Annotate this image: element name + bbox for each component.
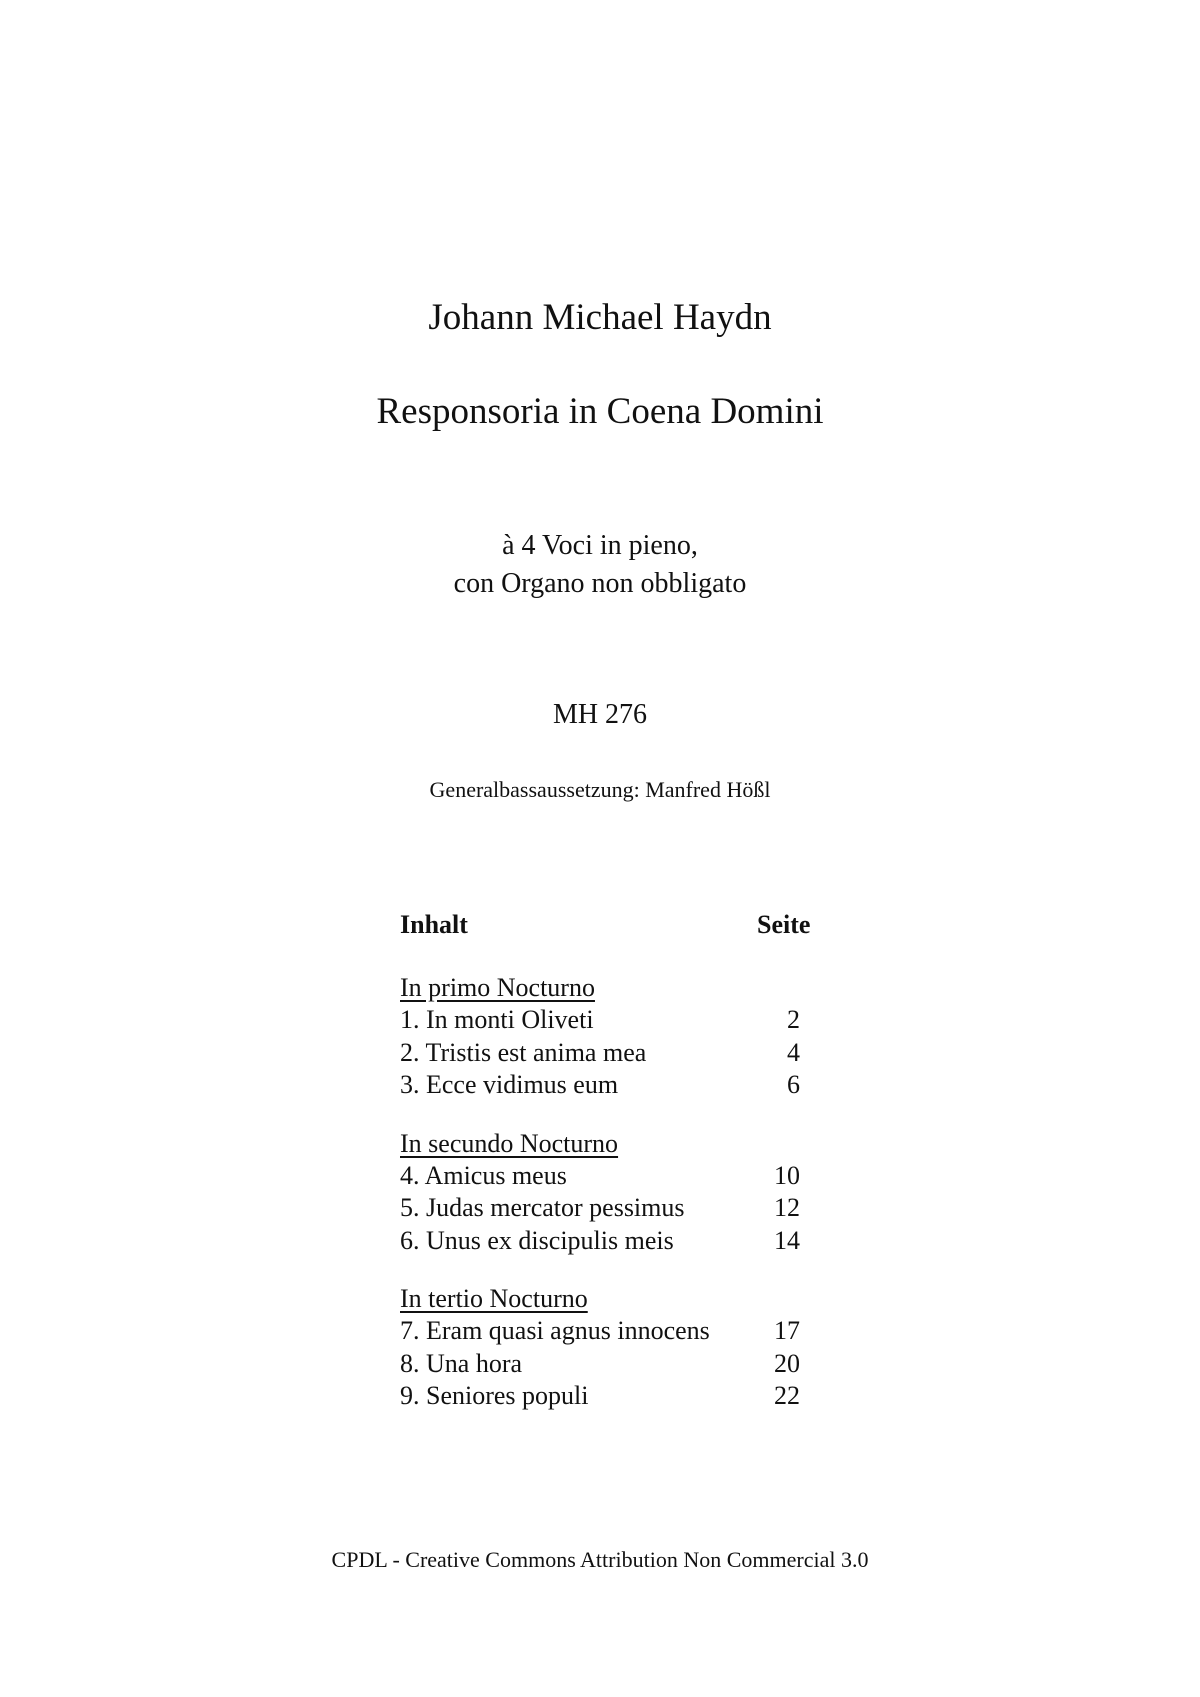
entry-title: 1. In monti Oliveti: [400, 1005, 594, 1034]
toc-entry: [400, 1069, 830, 1102]
license-footer: CPDL - Creative Commons Attribution Non Commercial 3.0: [331, 1547, 869, 1572]
entry-page: 4: [787, 1037, 800, 1067]
scoring-line-2: con Organo non obbligato: [453, 568, 747, 599]
toc-section-1: [400, 971, 830, 1102]
toc-entry: [400, 1192, 830, 1225]
catalog-number: MH 276: [552, 699, 648, 730]
toc-entry: [400, 1348, 830, 1381]
work-title: Responsoria in Coena Domini: [376, 391, 824, 432]
entry-title: 8. Una hora: [400, 1348, 523, 1378]
toc-heading-contents: Inhalt: [400, 910, 468, 939]
entry-page: 6: [787, 1070, 800, 1099]
toc-section-3: [400, 1282, 830, 1413]
entry-page: 12: [774, 1193, 800, 1222]
section-heading: In primo Nocturno: [400, 973, 595, 1002]
section-heading: In tertio Nocturno: [400, 1284, 588, 1313]
toc-header: [400, 910, 830, 950]
toc-entry: [400, 1160, 830, 1193]
entry-title: 3. Ecce vidimus eum: [400, 1070, 619, 1099]
toc-section-2: [400, 1127, 830, 1258]
entry-title: 7. Eram quasi agnus innocens: [400, 1316, 710, 1345]
entry-page: 22: [774, 1381, 800, 1410]
toc-entry: [400, 1380, 830, 1413]
composer-name: Johann Michael Haydn: [428, 297, 772, 338]
entry-title: 9. Seniores populi: [400, 1381, 589, 1410]
table-of-contents: [400, 910, 830, 1413]
section-heading: In secundo Nocturno: [400, 1128, 619, 1158]
toc-entry: [400, 1315, 830, 1348]
entry-page: 2: [787, 1005, 800, 1034]
toc-entry: [400, 1004, 830, 1037]
entry-page: 20: [774, 1348, 800, 1378]
entry-title: 2. Tristis est anima mea: [400, 1037, 647, 1067]
toc-entry: [400, 1225, 830, 1258]
entry-title: 6. Unus ex discipulis meis: [400, 1225, 674, 1255]
entry-page: 17: [774, 1316, 800, 1345]
toc-heading-page: Seite: [757, 910, 811, 939]
entry-page: 14: [774, 1225, 800, 1255]
entry-page: 10: [774, 1160, 800, 1190]
entry-title: 4. Amicus meus: [400, 1160, 567, 1190]
scoring-description: [0, 527, 1200, 603]
scoring-line-1: à 4 Voci in pieno,: [502, 530, 698, 561]
realization-credit: Generalbassaussetzung: Manfred Hößl: [429, 777, 771, 802]
toc-entry: [400, 1037, 830, 1070]
entry-title: 5. Judas mercator pessimus: [400, 1193, 685, 1222]
